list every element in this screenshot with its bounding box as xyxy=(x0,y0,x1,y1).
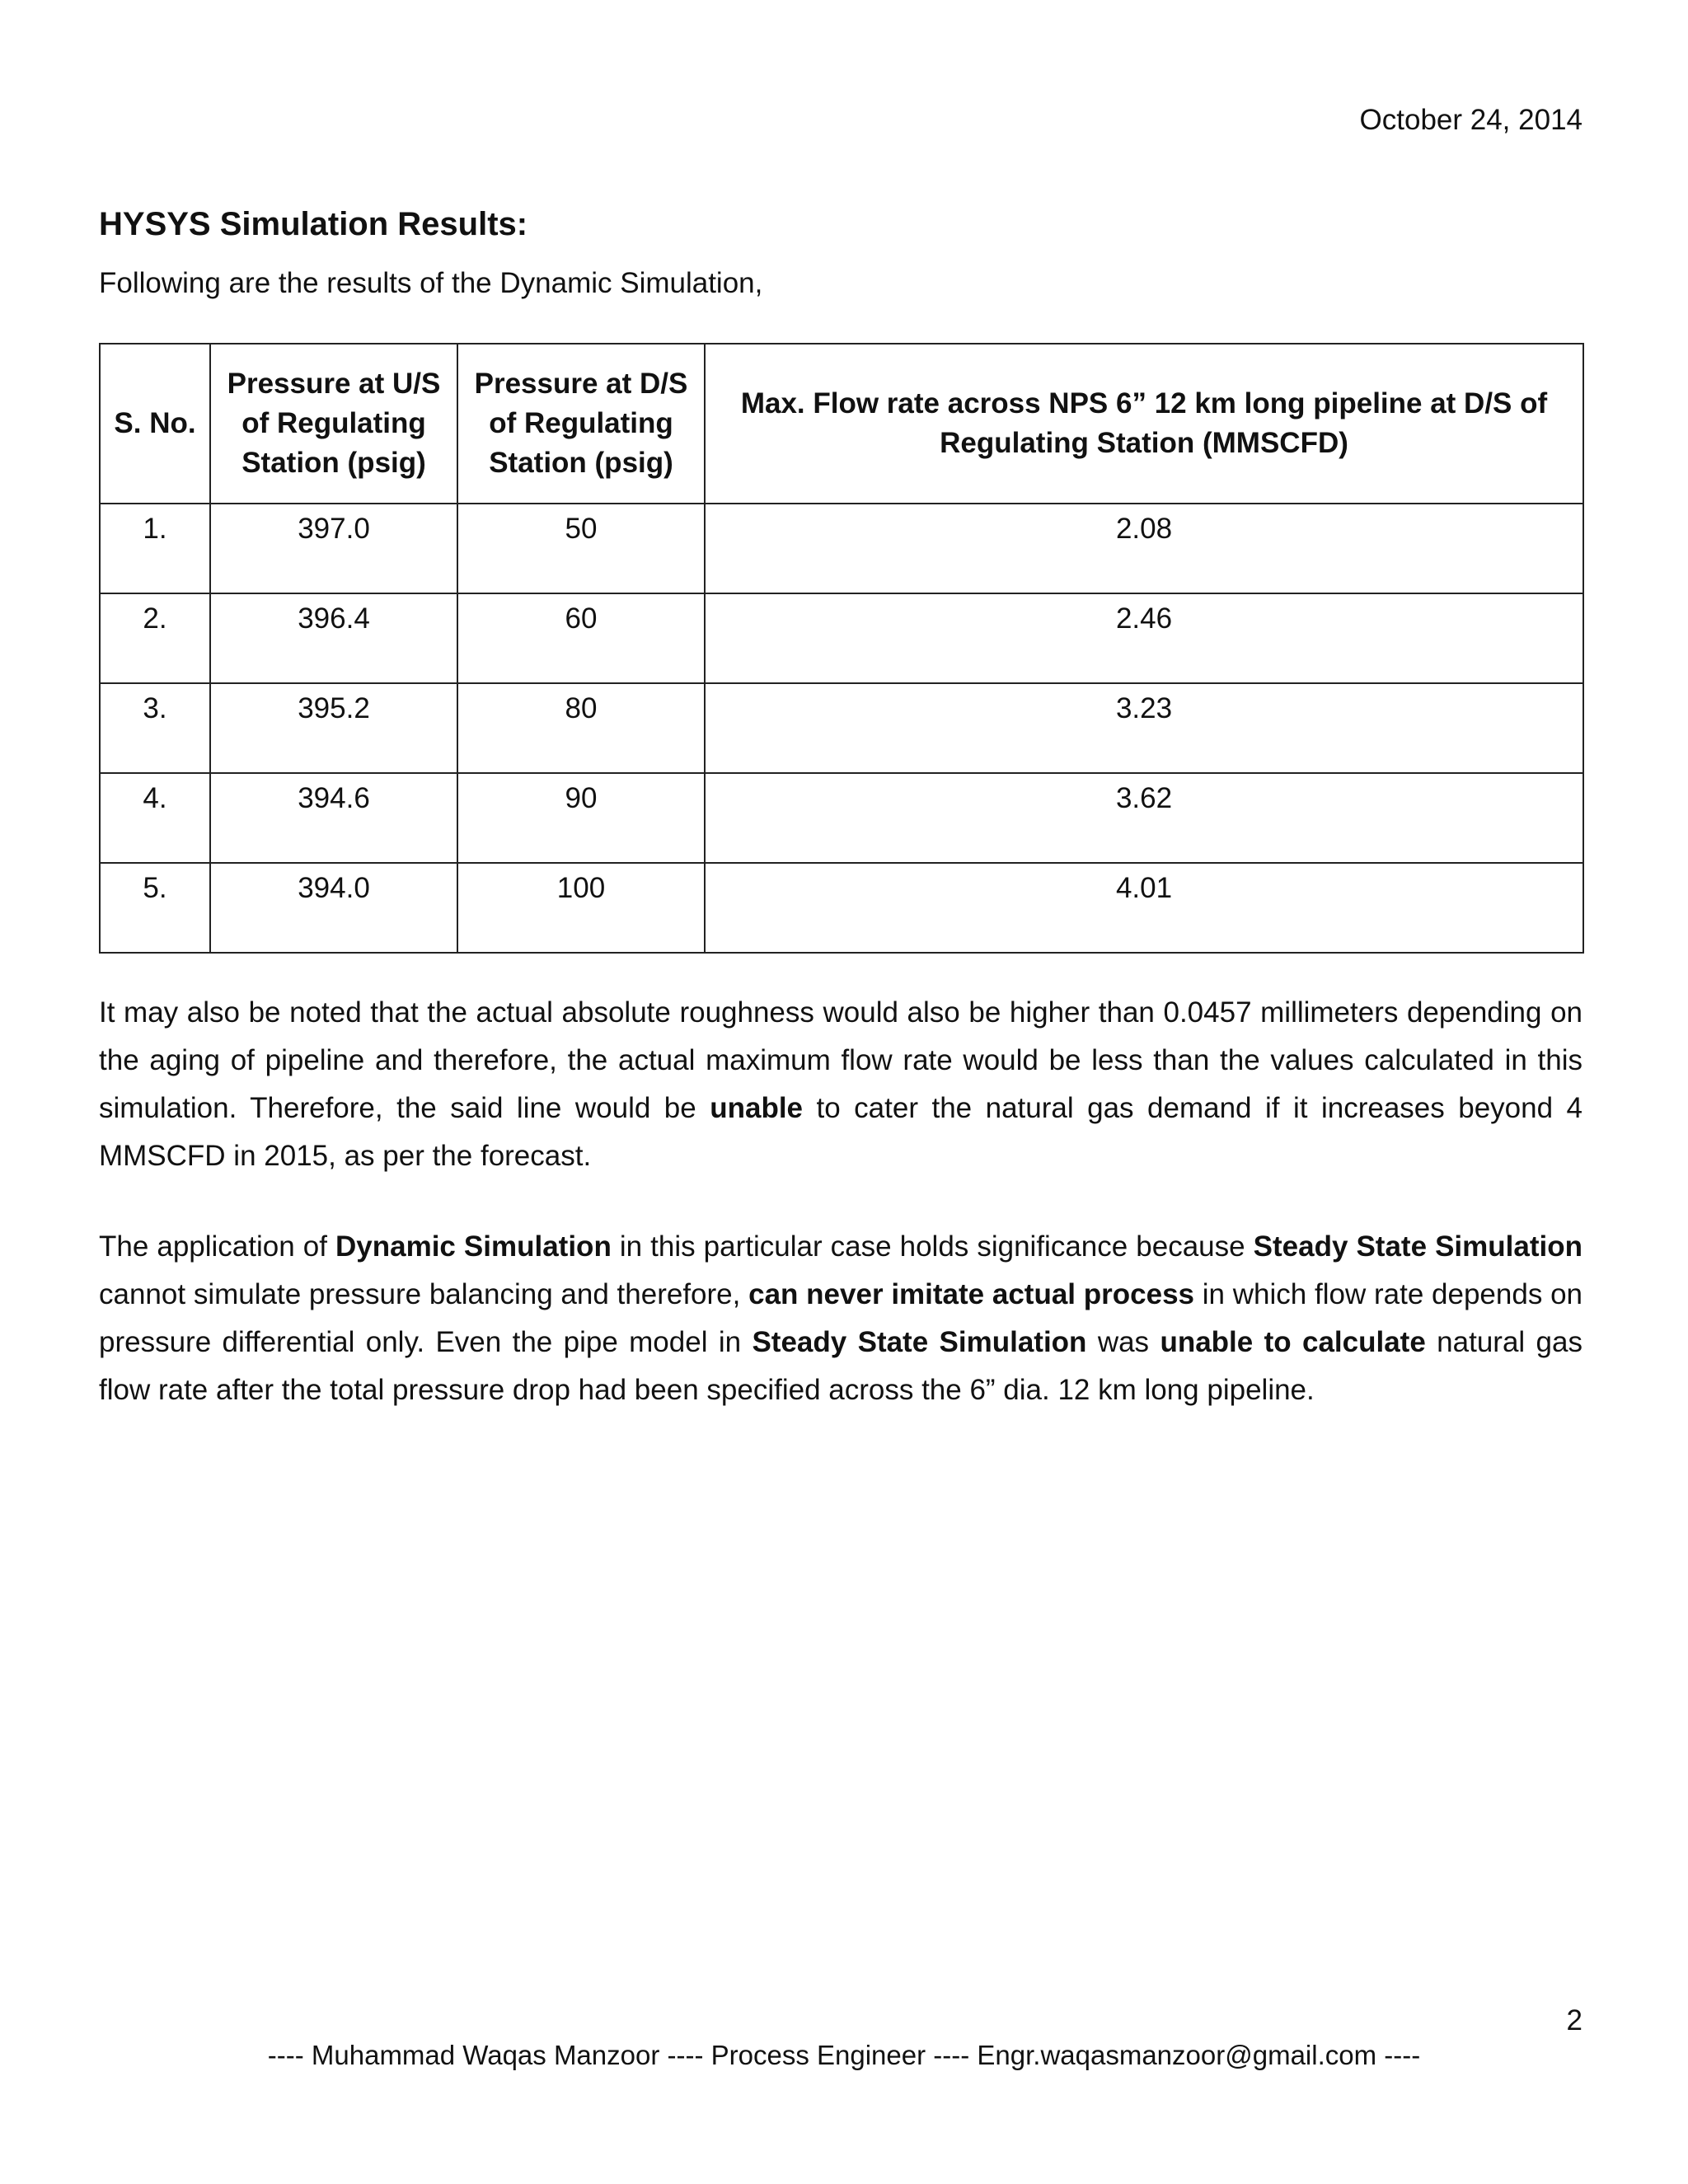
section-heading: HYSYS Simulation Results: xyxy=(99,206,528,242)
cell-max-flow-rate: 3.23 xyxy=(705,683,1583,773)
cell-upstream-pressure: 394.6 xyxy=(210,773,457,863)
page-footer: ---- Muhammad Waqas Manzoor ---- Process Engineer ---- Engr.waqasmanzoor@gmail.com ---- xyxy=(267,2040,1421,2070)
table-row xyxy=(100,863,1583,953)
header-serial-no: S. No. xyxy=(100,344,210,504)
cell-serial-no: 3. xyxy=(100,683,210,773)
document-date: October 24, 2014 xyxy=(1359,104,1582,136)
paragraph-text: in this particular case holds significance because xyxy=(611,1230,1254,1263)
paragraph-text: in which flow rate depends on pressure differential only. Even the pipe model in xyxy=(99,1278,1583,1358)
emphasis-never-imitate: can never imitate actual process xyxy=(748,1278,1195,1310)
paragraph-text: was xyxy=(1086,1326,1160,1358)
cell-upstream-pressure: 395.2 xyxy=(210,683,457,773)
emphasis-unable-to-calculate: unable to calculate xyxy=(1160,1326,1426,1358)
cell-upstream-pressure: 397.0 xyxy=(210,504,457,593)
cell-downstream-pressure: 100 xyxy=(457,863,705,953)
cell-serial-no: 2. xyxy=(100,593,210,683)
page-number: 2 xyxy=(1566,2004,1582,2036)
paragraph-text: The application of xyxy=(99,1230,335,1263)
cell-downstream-pressure: 60 xyxy=(457,593,705,683)
emphasis-unable: unable xyxy=(710,1092,804,1124)
cell-max-flow-rate: 2.46 xyxy=(705,593,1583,683)
cell-upstream-pressure: 394.0 xyxy=(210,863,457,953)
roughness-paragraph xyxy=(99,989,1582,1180)
paragraph-text: It may also be noted that the actual absolute roughness would also be higher than 0.0457 millimeters depending on the aging of pipeline and therefore, the actual maximum flow rate would be less than the values calculated in this simulation. Therefore, the said line would be xyxy=(99,996,1582,1124)
cell-downstream-pressure: 50 xyxy=(457,504,705,593)
table-row xyxy=(100,504,1583,593)
header-downstream-pressure: Pressure at D/S of Regulating Station (psig) xyxy=(457,344,705,504)
cell-serial-no: 4. xyxy=(100,773,210,863)
cell-upstream-pressure: 396.4 xyxy=(210,593,457,683)
cell-max-flow-rate: 4.01 xyxy=(705,863,1583,953)
paragraph-text: cannot simulate pressure balancing and therefore, xyxy=(99,1278,749,1310)
paragraph-text: to cater the natural gas demand if it increases beyond 4 MMSCFD in 2015, as per the forecast. xyxy=(99,1092,1583,1172)
results-table xyxy=(99,343,1584,954)
dynamic-simulation-paragraph xyxy=(99,1223,1582,1414)
header-max-flow-rate: Max. Flow rate across NPS 6” 12 km long pipeline at D/S of Regulating Station (MMSCFD) xyxy=(705,344,1583,504)
emphasis-dynamic-simulation: Dynamic Simulation xyxy=(335,1230,612,1263)
cell-downstream-pressure: 90 xyxy=(457,773,705,863)
cell-downstream-pressure: 80 xyxy=(457,683,705,773)
table-row xyxy=(100,683,1583,773)
emphasis-steady-state-simulation: Steady State Simulation xyxy=(1253,1230,1582,1263)
paragraph-text: natural gas flow rate after the total pressure drop had been specified across the 6” dia. 12 km long pipeline. xyxy=(99,1326,1582,1406)
table-header-row xyxy=(100,344,1583,504)
header-upstream-pressure: Pressure at U/S of Regulating Station (psig) xyxy=(210,344,457,504)
emphasis-steady-state-simulation: Steady State Simulation xyxy=(752,1326,1087,1358)
table-row xyxy=(100,593,1583,683)
cell-serial-no: 5. xyxy=(100,863,210,953)
table-row xyxy=(100,773,1583,863)
cell-max-flow-rate: 3.62 xyxy=(705,773,1583,863)
cell-max-flow-rate: 2.08 xyxy=(705,504,1583,593)
intro-text: Following are the results of the Dynamic Simulation, xyxy=(99,267,763,299)
cell-serial-no: 1. xyxy=(100,504,210,593)
